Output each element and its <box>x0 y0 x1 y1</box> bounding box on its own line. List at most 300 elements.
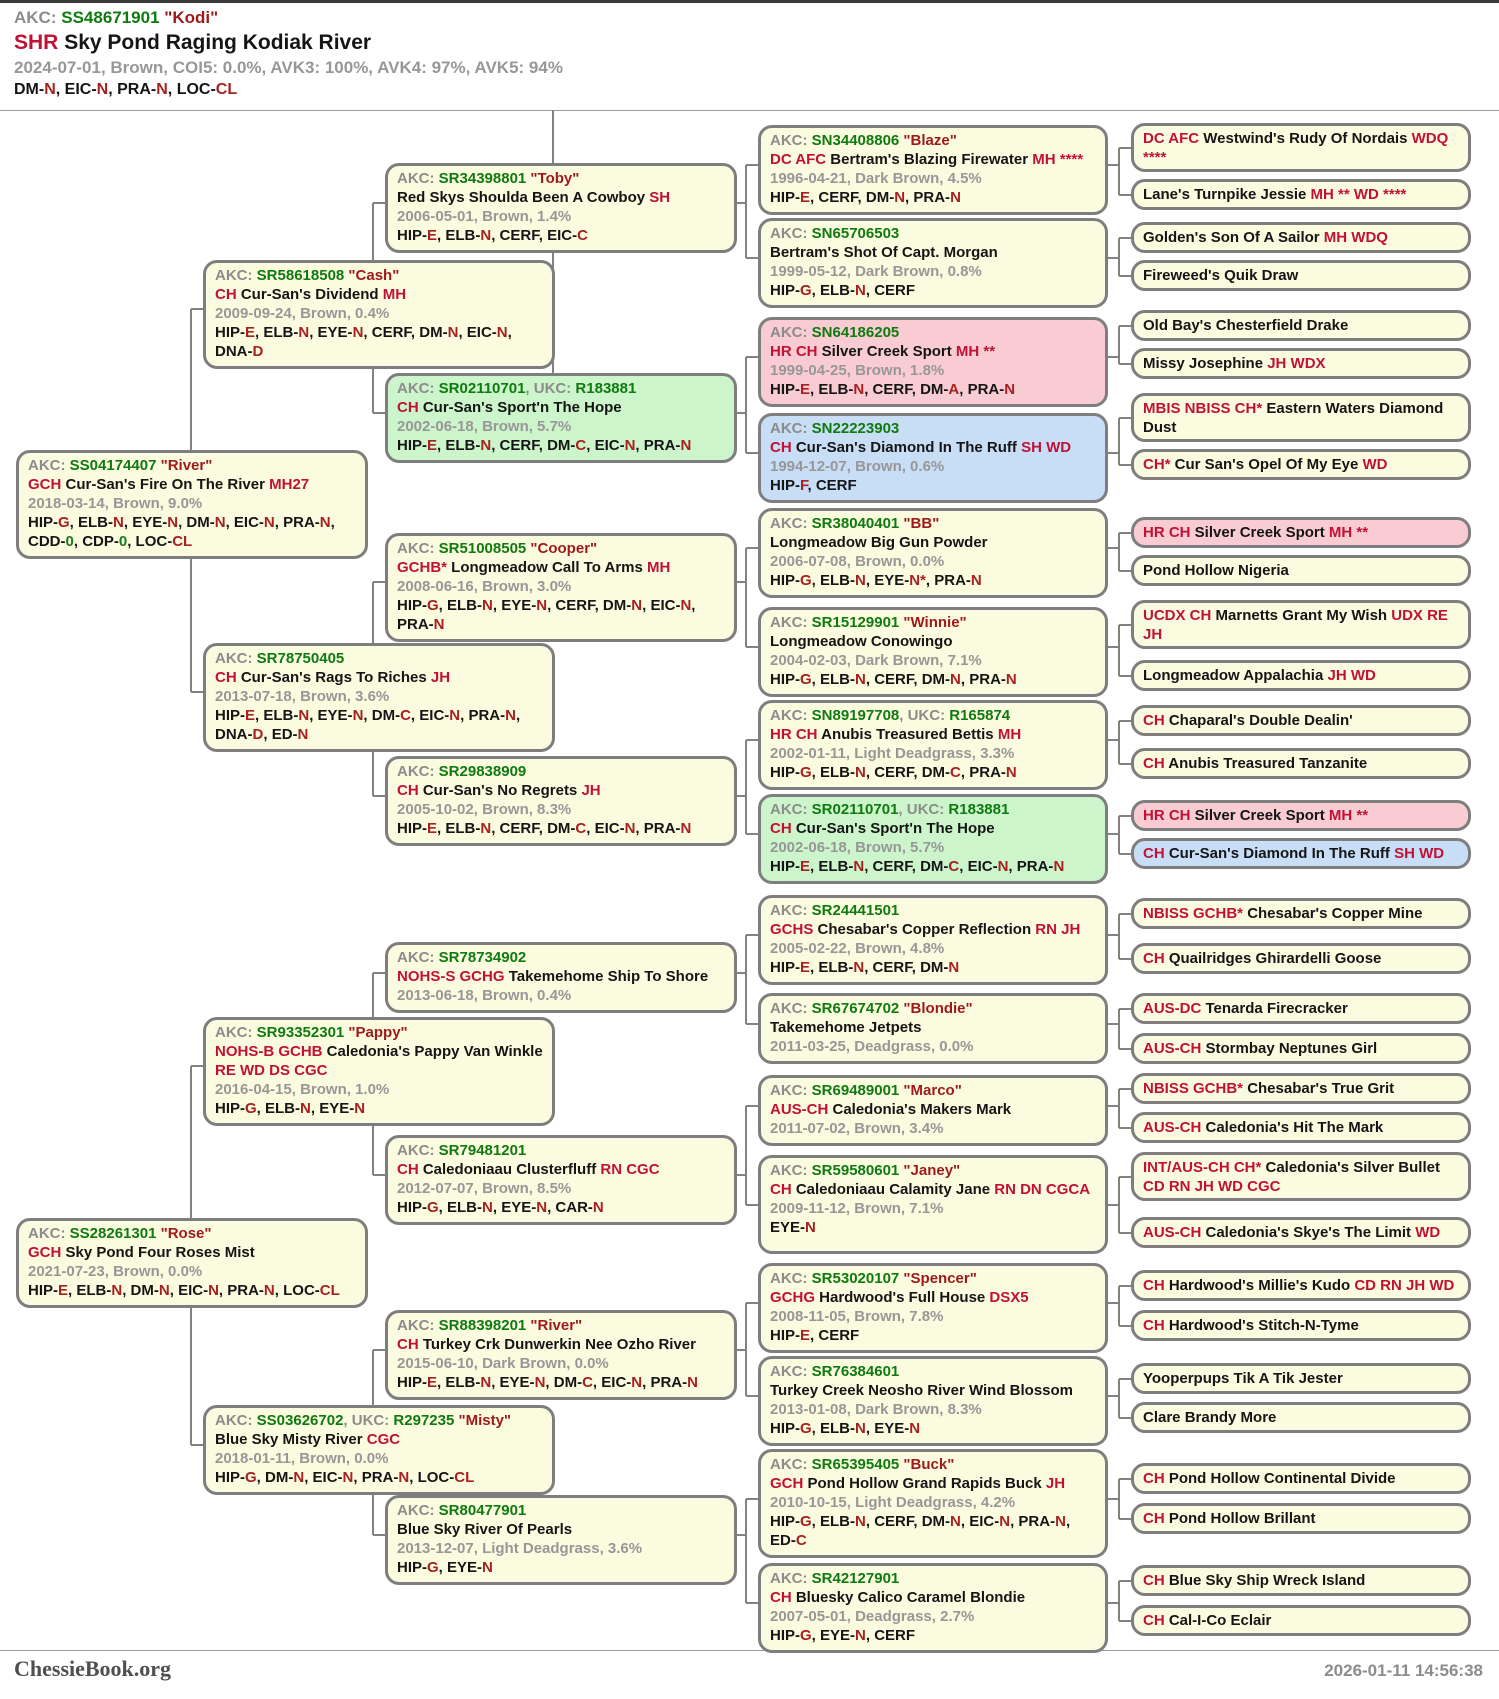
pedigree-entry-blaze[interactable] <box>758 125 1108 215</box>
pedigree-entry-r5[interactable] <box>1131 310 1471 341</box>
akc-label: AKC: <box>14 8 57 27</box>
pedigree-entry-noregrets[interactable] <box>385 756 737 846</box>
entry-id-line: AKC: SR76384601 <box>770 1363 900 1380</box>
pedigree-entry-janey[interactable] <box>758 1155 1108 1254</box>
entry-id-line: AKC: SR51008505 "Cooper" <box>397 540 598 557</box>
entry-name-line: CH Cur-San's No Regrets JH <box>397 782 601 799</box>
connector-line <box>1119 325 1131 327</box>
connector-line <box>1108 1105 1119 1107</box>
pedigree-entry-buck[interactable] <box>758 1449 1108 1558</box>
pedigree-entry-r32[interactable] <box>1131 1605 1471 1636</box>
pedigree-entry-r9[interactable] <box>1131 517 1471 548</box>
connector-line <box>373 795 385 797</box>
connector-line <box>1118 914 1120 959</box>
connector-line <box>1119 1048 1131 1050</box>
pedigree-entry-r13[interactable] <box>1131 705 1471 736</box>
entry-health-line: HIP-E, ELB-N, CERF, DM-C, EIC-N, PRA-N <box>397 437 692 454</box>
connector-line <box>1108 1023 1119 1025</box>
entry-name-line: GCHG Hardwood's Full House DSX5 <box>770 1289 1029 1306</box>
entry-name-line: CH Hardwood's Millie's Kudo CD RN JH WD <box>1143 1277 1455 1294</box>
pedigree-entry-r21[interactable] <box>1131 1073 1471 1104</box>
entry-health-line: HIP-G, ELB-N, CERF <box>770 282 916 299</box>
pedigree-entry-blossom[interactable] <box>758 1356 1108 1446</box>
connector-line <box>1119 194 1131 196</box>
connector-line <box>1119 1176 1131 1178</box>
entry-info-line: 2008-06-16, Brown, 3.0% <box>397 578 572 595</box>
connector-line <box>1119 275 1131 277</box>
entry-id-line: AKC: SR02110701, UKC: R183881 <box>397 380 637 397</box>
entry-name-line: HR CH Silver Creek Sport MH ** <box>770 343 996 360</box>
entry-health-line: HIP-G, ELB-N, EYE-N <box>770 1420 921 1437</box>
entry-health-line: HIP-G, ELB-N, EYE-N <box>215 1100 366 1117</box>
connector-line <box>1119 1518 1131 1520</box>
connector-line <box>1119 532 1131 534</box>
pedigree-entry-r15[interactable] <box>1131 800 1471 831</box>
entry-name-line: GCHB* Longmeadow Call To Arms MH <box>397 559 671 576</box>
pedigree-entry-r30[interactable] <box>1131 1503 1471 1534</box>
entry-info-line: 2015-06-10, Dark Brown, 0.0% <box>397 1355 609 1372</box>
connector-line <box>1119 853 1131 855</box>
connector-line <box>1118 148 1120 195</box>
entry-id-line: AKC: SR53020107 "Spencer" <box>770 1270 977 1287</box>
entry-info-line: 2013-07-18, Brown, 3.6% <box>215 688 390 705</box>
pedigree-entry-river[interactable] <box>16 450 368 559</box>
entry-info-line: 1999-05-12, Dark Brown, 0.8% <box>770 263 982 280</box>
subject-health: DM-N, EIC-N, PRA-N, LOC-CL <box>14 81 238 98</box>
entry-name-line: DC AFC Westwind's Rudy Of Nordais WDQ **** <box>1143 129 1449 166</box>
entry-info-line: 2013-01-08, Dark Brown, 8.3% <box>770 1401 982 1418</box>
entry-name-line: AUS-CH Caledonia's Hit The Mark <box>1143 1119 1384 1136</box>
pedigree-entry-r12[interactable] <box>1131 660 1471 691</box>
pedigree-entry-bb[interactable] <box>758 508 1108 598</box>
pedigree-entry-r27[interactable] <box>1131 1363 1471 1394</box>
entry-id-line: AKC: SR69489001 "Marco" <box>770 1082 962 1099</box>
pedigree-entry-spencer[interactable] <box>758 1263 1108 1353</box>
connector-line <box>737 412 746 414</box>
connector-line <box>1118 1089 1120 1128</box>
connector-line <box>1118 1286 1120 1326</box>
connector-line <box>746 1023 758 1025</box>
pedigree-entry-r11[interactable] <box>1131 600 1471 649</box>
connector-line <box>1118 418 1120 465</box>
entry-health-line: HIP-G, ELB-N, EYE-N, DM-N, EIC-N, PRA-N, CDD-0, CDP-0, LOC-CL <box>28 514 335 550</box>
pedigree-entry-hope2[interactable] <box>758 794 1108 884</box>
connector-line <box>746 257 758 259</box>
entry-id-line: AKC: SR15129901 "Winnie" <box>770 614 967 631</box>
connector-line <box>745 357 747 453</box>
connector-line <box>1119 1008 1131 1010</box>
pedigree-entry-morgan[interactable] <box>758 218 1108 308</box>
connector-line <box>746 1105 758 1107</box>
pedigree-entry-calico[interactable] <box>758 1563 1108 1653</box>
pedigree-entry-turkey[interactable] <box>385 1310 737 1400</box>
entry-name-line: AUS-CH Caledonia's Skye's The Limit WD <box>1143 1224 1441 1241</box>
entry-name-line: CH Pond Hollow Continental Divide <box>1143 1470 1396 1487</box>
entry-id-line: AKC: SN89197708, UKC: R165874 <box>770 707 1011 724</box>
entry-name-line: CH Turkey Crk Dunwerkin Nee Ozho River <box>397 1336 696 1353</box>
connector-line <box>1119 570 1131 572</box>
pedigree-entry-toby[interactable] <box>385 163 737 253</box>
connector-line <box>737 202 746 204</box>
connector-line <box>746 356 758 358</box>
pedigree-entry-ship[interactable] <box>385 942 737 1013</box>
connector-line <box>1119 720 1131 722</box>
entry-id-line: AKC: SR67674702 "Blondie" <box>770 1000 973 1017</box>
entry-name-line: AUS-CH Caledonia's Makers Mark <box>770 1101 1012 1118</box>
entry-health-line: HIP-E, ELB-N, EYE-N, CERF, DM-N, EIC-N, DNA-D <box>215 324 512 360</box>
entry-id-line: AKC: SR38040401 "BB" <box>770 515 940 532</box>
connector-line <box>1119 1285 1131 1287</box>
connector-line <box>1118 1379 1120 1418</box>
pedigree-entry-r3[interactable] <box>1131 222 1471 253</box>
connector-line <box>1108 452 1119 454</box>
entry-health-line: HIP-G, ELB-N, EYE-N, CERF, DM-N, EIC-N, PRA-N <box>397 597 696 633</box>
entry-id-line: AKC: SN64186205 <box>770 324 900 341</box>
top-border-line <box>0 0 1499 3</box>
entry-name-line: CH Cur-San's Diamond In The Ruff SH WD <box>770 439 1072 456</box>
connector-line <box>737 972 746 974</box>
entry-name-line: NBISS GCHB* Chesabar's True Grit <box>1143 1080 1395 1097</box>
header-divider-line <box>0 110 1499 111</box>
connector-line <box>373 202 385 204</box>
entry-health-line: HIP-G, ELB-N, CERF, DM-N, EIC-N, PRA-N, ED-C <box>770 1513 1071 1549</box>
connector-line <box>745 165 747 258</box>
pedigree-entry-r31[interactable] <box>1131 1565 1471 1596</box>
entry-health-line: HIP-E, ELB-N, CERF, DM-N <box>770 959 960 976</box>
connector-line <box>1119 1478 1131 1480</box>
connector-line <box>1108 164 1119 166</box>
entry-id-line: AKC: SR80477901 <box>397 1502 527 1519</box>
connector-line <box>1119 1088 1131 1090</box>
entry-name-line: NOHS-S GCHG Takemehome Ship To Shore <box>397 968 709 985</box>
entry-id-line: AKC: SR29838909 <box>397 763 527 780</box>
entry-name-line: Takemehome Jetpets <box>770 1019 922 1036</box>
entry-id-line: AKC: SS04174407 "River" <box>28 457 213 474</box>
subject-info: 2024-07-01, Brown, COI5: 0.0%, AVK3: 100%, AVK4: 97%, AVK5: 94% <box>14 58 563 77</box>
entry-name-line: CH Quailridges Ghirardelli Goose <box>1143 950 1382 967</box>
entry-name-line: GCH Cur-San's Fire On The River MH27 <box>28 476 310 493</box>
entry-id-line: AKC: SR88398201 "River" <box>397 1317 583 1334</box>
entry-name-line: HR CH Silver Creek Sport MH ** <box>1143 524 1369 541</box>
entry-name-line: CH Anubis Treasured Tanzanite <box>1143 755 1368 772</box>
entry-name-line: CH Cur-San's Sport'n The Hope <box>397 399 622 416</box>
connector-line <box>1119 1580 1131 1582</box>
connector-line <box>1108 646 1119 648</box>
entry-info-line: 2006-07-08, Brown, 0.0% <box>770 553 945 570</box>
pedigree-entry-r20[interactable] <box>1131 1033 1471 1064</box>
entry-health-line: HIP-F, CERF <box>770 477 857 494</box>
entry-info-line: 1994-12-07, Brown, 0.6% <box>770 458 945 475</box>
entry-name-line: INT/AUS-CH CH* Caledonia's Silver Bullet CD RN JH WD CGC <box>1143 1158 1440 1195</box>
connector-line <box>1108 1302 1119 1304</box>
entry-name-line: MBIS NBISS CH* Eastern Waters Diamond Dust <box>1143 399 1444 436</box>
connector-line <box>1119 464 1131 466</box>
entry-id-line: AKC: SR02110701, UKC: R183881 <box>770 801 1010 818</box>
entry-info-line: 2002-01-11, Light Deadgrass, 3.3% <box>770 745 1015 762</box>
entry-name-line: Pond Hollow Nigeria <box>1143 562 1289 579</box>
entry-info-line: 2010-10-15, Light Deadgrass, 4.2% <box>770 1494 1016 1511</box>
entry-id-line: AKC: SR24441501 <box>770 902 900 919</box>
entry-info-line: 2002-06-18, Brown, 5.7% <box>770 839 945 856</box>
entry-id-line: AKC: SS03626702, UKC: R297235 "Misty" <box>215 1412 512 1429</box>
entry-name-line: CH Bluesky Calico Caramel Blondie <box>770 1589 1026 1606</box>
pedigree-entry-r25[interactable] <box>1131 1270 1471 1301</box>
connector-line <box>1108 934 1119 936</box>
connector-line <box>1119 1417 1131 1419</box>
connector-line <box>1119 363 1131 365</box>
entry-id-line: AKC: SR59580601 "Janey" <box>770 1162 961 1179</box>
pedigree-entry-r7[interactable] <box>1131 393 1471 442</box>
connector-line <box>1118 1009 1120 1049</box>
subject-reg-number: SS48671901 <box>61 8 160 27</box>
entry-info-line: 2011-03-25, Deadgrass, 0.0% <box>770 1038 974 1055</box>
connector-line <box>1119 763 1131 765</box>
entry-health-line: HIP-E, ELB-N, DM-N, EIC-N, PRA-N, LOC-CL <box>28 1282 340 1299</box>
entry-info-line: 2006-05-01, Brown, 1.4% <box>397 208 572 225</box>
pedigree-entry-r23[interactable] <box>1131 1152 1471 1201</box>
subject-title-prefix: SHR <box>14 31 59 54</box>
pedigree-entry-ruff1[interactable] <box>758 413 1108 503</box>
entry-info-line: 2016-04-15, Brown, 1.0% <box>215 1081 390 1098</box>
entry-name-line: CH Pond Hollow Brillant <box>1143 1510 1316 1527</box>
pedigree-entry-pearls[interactable] <box>385 1495 737 1585</box>
entry-name-line: CH Cur-San's Diamond In The Ruff SH WD <box>1143 845 1445 862</box>
entry-health-line: HIP-E, CERF <box>770 1327 860 1344</box>
entry-id-line: AKC: SR42127901 <box>770 1570 900 1587</box>
pedigree-entry-misty[interactable] <box>203 1405 555 1495</box>
connector-line <box>373 581 385 583</box>
entry-name-line: Lane's Turnpike Jessie MH ** WD **** <box>1143 186 1407 203</box>
entry-name-line: CH Blue Sky Ship Wreck Island <box>1143 1572 1366 1589</box>
connector-line <box>1119 675 1131 677</box>
connector-line <box>1119 1620 1131 1622</box>
connector-line <box>1119 958 1131 960</box>
entry-id-line: AKC: SR93352301 "Pappy" <box>215 1024 408 1041</box>
connector-line <box>746 1498 758 1500</box>
connector-line <box>745 548 747 647</box>
connector-line <box>191 691 203 693</box>
pedigree-entry-copper[interactable] <box>758 895 1108 985</box>
entry-info-line: 2021-07-23, Brown, 0.0% <box>28 1263 203 1280</box>
connector-line <box>1118 625 1120 676</box>
entry-name-line: Blue Sky Misty River CGC <box>215 1431 401 1448</box>
connector-line <box>1118 533 1120 571</box>
pedigree-entry-r19[interactable] <box>1131 993 1471 1024</box>
pedigree-entry-r24[interactable] <box>1131 1217 1471 1248</box>
entry-name-line: CH Cur-San's Sport'n The Hope <box>770 820 995 837</box>
entry-info-line: 2005-10-02, Brown, 8.3% <box>397 801 572 818</box>
pedigree-entry-r17[interactable] <box>1131 898 1471 929</box>
entry-name-line: CH Cal-I-Co Eclair <box>1143 1612 1272 1629</box>
entry-name-line: Bertram's Shot Of Capt. Morgan <box>770 244 998 261</box>
pedigree-entry-blondie[interactable] <box>758 993 1108 1064</box>
connector-line <box>746 646 758 648</box>
entry-info-line: 2018-01-11, Brown, 0.0% <box>215 1450 389 1467</box>
connector-line <box>1119 147 1131 149</box>
entry-health-line: HIP-G, EYE-N <box>397 1559 493 1576</box>
entry-health-line: HIP-E, CERF, DM-N, PRA-N <box>770 189 961 206</box>
entry-name-line: Clare Brandy More <box>1143 1409 1277 1426</box>
entry-health-line: HIP-G, ELB-N, EYE-N, CAR-N <box>397 1199 604 1216</box>
connector-line <box>746 1602 758 1604</box>
pedigree-entry-r29[interactable] <box>1131 1463 1471 1494</box>
entry-name-line: DC AFC Bertram's Blazing Firewater MH **** <box>770 151 1084 168</box>
pedigree-entry-cash[interactable] <box>203 260 555 369</box>
pedigree-entry-r16[interactable] <box>1131 838 1471 869</box>
connector-line <box>1108 1204 1119 1206</box>
pedigree-entry-r1[interactable] <box>1131 123 1471 172</box>
entry-info-line: 2002-06-18, Brown, 5.7% <box>397 418 572 435</box>
pedigree-entry-r26[interactable] <box>1131 1310 1471 1341</box>
connector-line <box>1119 624 1131 626</box>
connector-line <box>1108 833 1119 835</box>
subject-registration <box>14 6 563 29</box>
entry-info-line: 2004-02-03, Dark Brown, 7.1% <box>770 652 982 669</box>
entry-name-line: CH Caledoniaau Clusterfluff RN CGC <box>397 1161 660 1178</box>
entry-health-line: HIP-E, ELB-N, EYE-N, DM-C, EIC-N, PRA-N, DNA-D, ED-N <box>215 707 521 743</box>
connector-line <box>746 1302 758 1304</box>
connector-line <box>745 740 747 834</box>
entry-info-line: 2013-06-18, Brown, 0.4% <box>397 987 572 1004</box>
entry-name-line: Turkey Creek Neosho River Wind Blossom <box>770 1382 1074 1399</box>
entry-info-line: 2009-11-12, Brown, 7.1% <box>770 1200 944 1217</box>
pedigree-entry-r14[interactable] <box>1131 748 1471 779</box>
footer-divider-line <box>0 1650 1499 1651</box>
pedigree-entry-hope1[interactable] <box>385 373 737 463</box>
entry-health-line: HIP-E, ELB-N, EYE-N, DM-C, EIC-N, PRA-N <box>397 1374 698 1391</box>
pedigree-entry-pappy[interactable] <box>203 1017 555 1126</box>
entry-name-line: AUS-DC Tenarda Firecracker <box>1143 1000 1348 1017</box>
entry-info-line: 2009-09-24, Brown, 0.4% <box>215 305 390 322</box>
connector-line <box>746 739 758 741</box>
entry-health-line: HIP-G, DM-N, EIC-N, PRA-N, LOC-CL <box>215 1469 475 1486</box>
entry-info-line: 2008-11-05, Brown, 7.8% <box>770 1308 944 1325</box>
connector-line <box>737 581 746 583</box>
connector-line <box>1108 257 1119 259</box>
connector-line <box>737 1534 746 1536</box>
pedigree-entry-r18[interactable] <box>1131 943 1471 974</box>
entry-id-line: AKC: SR65395405 "Buck" <box>770 1456 955 1473</box>
connector-line <box>191 1065 203 1067</box>
pedigree-entry-cluster[interactable] <box>385 1135 737 1225</box>
entry-info-line: 2013-12-07, Light Deadgrass, 3.6% <box>397 1540 643 1557</box>
connector-line <box>373 1534 385 1536</box>
entry-health-line: HIP-G, EYE-N, CERF <box>770 1627 916 1644</box>
subject-name: Sky Pond Raging Kodiak River <box>64 31 372 54</box>
connector-line <box>1119 1325 1131 1327</box>
entry-health-line: HIP-G, ELB-N, CERF, DM-N, PRA-N <box>770 671 1017 688</box>
entry-info-line: 2007-05-01, Deadgrass, 2.7% <box>770 1608 975 1625</box>
entry-name-line: GCH Pond Hollow Grand Rapids Buck JH <box>770 1475 1066 1492</box>
entry-name-line: AUS-CH Stormbay Neptunes Girl <box>1143 1040 1378 1057</box>
entry-id-line: AKC: SR79481201 <box>397 1142 527 1159</box>
entry-health-line: EYE-N <box>770 1219 816 1236</box>
generated-timestamp: 2026-01-11 14:56:38 <box>1324 1661 1483 1680</box>
connector-line <box>373 1349 385 1351</box>
connector-line <box>746 934 758 936</box>
connector-line <box>373 1174 385 1176</box>
entry-name-line: CH* Cur San's Opel Of My Eye WD <box>1143 456 1388 473</box>
entry-name-line: Longmeadow Appalachia JH WD <box>1143 667 1376 684</box>
entry-health-line: HIP-E, ELB-N, CERF, DM-C, EIC-N, PRA-N <box>397 820 692 837</box>
connector-line <box>1119 1232 1131 1234</box>
connector-line <box>1118 721 1120 764</box>
connector-line <box>746 833 758 835</box>
connector-line <box>746 547 758 549</box>
pedigree-entry-winnie[interactable] <box>758 607 1108 697</box>
entry-name-line: CH Cur-San's Dividend MH <box>215 286 407 303</box>
pedigree-entry-rose[interactable] <box>16 1218 368 1308</box>
entry-name-line: GCHS Chesabar's Copper Reflection RN JH <box>770 921 1081 938</box>
connector-line <box>737 1174 746 1176</box>
subject-name-line <box>14 29 563 56</box>
entry-name-line: Missy Josephine JH WDX <box>1143 355 1326 372</box>
connector-line <box>746 1204 758 1206</box>
pedigree-entry-cooper[interactable] <box>385 533 737 642</box>
pedigree-entry-r22[interactable] <box>1131 1112 1471 1143</box>
entry-id-line: AKC: SR78750405 <box>215 650 345 667</box>
entry-id-line: AKC: SN34408806 "Blaze" <box>770 132 957 149</box>
pedigree-entry-r10[interactable] <box>1131 555 1471 586</box>
pedigree-entry-r2[interactable] <box>1131 179 1471 210</box>
pedigree-entry-r8[interactable] <box>1131 449 1471 480</box>
connector-line <box>191 1444 203 1446</box>
pedigree-entry-rags[interactable] <box>203 643 555 752</box>
connector-line <box>737 1349 746 1351</box>
pedigree-entry-r28[interactable] <box>1131 1402 1471 1433</box>
entry-info-line: 1999-04-25, Brown, 1.8% <box>770 362 945 379</box>
entry-id-line: AKC: SS28261301 "Rose" <box>28 1225 212 1242</box>
pedigree-entry-bettis[interactable] <box>758 700 1108 790</box>
entry-name-line: HR CH Silver Creek Sport MH ** <box>1143 807 1369 824</box>
entry-name-line: Red Skys Shoulda Been A Cowboy SH <box>397 189 671 206</box>
entry-id-line: AKC: SN22223903 <box>770 420 900 437</box>
connector-line <box>745 935 747 1024</box>
pedigree-entry-r6[interactable] <box>1131 348 1471 379</box>
entry-name-line: Yooperpups Tik A Tik Jester <box>1143 1370 1343 1387</box>
entry-info-line: 2005-02-22, Brown, 4.8% <box>770 940 945 957</box>
pedigree-entry-sport1[interactable] <box>758 317 1108 407</box>
entry-name-line: CH Hardwood's Stitch-N-Tyme <box>1143 1317 1359 1334</box>
entry-id-line: AKC: SN65706503 <box>770 225 900 242</box>
connector-line <box>1119 417 1131 419</box>
connector-line <box>1108 1498 1119 1500</box>
connector-line <box>1108 1395 1119 1397</box>
connector-line <box>745 1499 747 1604</box>
entry-name-line: Golden's Son Of A Sailor MH WDQ <box>1143 229 1388 246</box>
connector-line <box>737 795 746 797</box>
connector-line <box>1119 913 1131 915</box>
site-link[interactable]: ChessieBook.org <box>14 1656 172 1681</box>
connector-line <box>746 1395 758 1397</box>
entry-name-line: UCDX CH Marnetts Grant My Wish UDX RE JH <box>1143 606 1448 643</box>
connector-line <box>373 412 385 414</box>
pedigree-entry-r4[interactable] <box>1131 260 1471 291</box>
entry-id-line: AKC: SR58618508 "Cash" <box>215 267 400 284</box>
entry-health-line: HIP-E, ELB-N, CERF, DM-C, EIC-N, PRA-N <box>770 858 1065 875</box>
pedigree-entry-marco[interactable] <box>758 1075 1108 1146</box>
connector-line <box>1108 1602 1119 1604</box>
entry-name-line: NOHS-B GCHB Caledonia's Pappy Van Winkle RE WD DS CGC <box>215 1043 543 1079</box>
entry-info-line: 2012-07-07, Brown, 8.5% <box>397 1180 572 1197</box>
entry-name-line: Fireweed's Quik Draw <box>1143 267 1299 284</box>
connector-line <box>1119 815 1131 817</box>
entry-id-line: AKC: SR78734902 <box>397 949 527 966</box>
connector-line <box>745 1106 747 1205</box>
connector-line <box>1119 1127 1131 1129</box>
entry-name-line: Longmeadow Conowingo <box>770 633 953 650</box>
entry-health-line: HIP-G, ELB-N, EYE-N*, PRA-N <box>770 572 982 589</box>
